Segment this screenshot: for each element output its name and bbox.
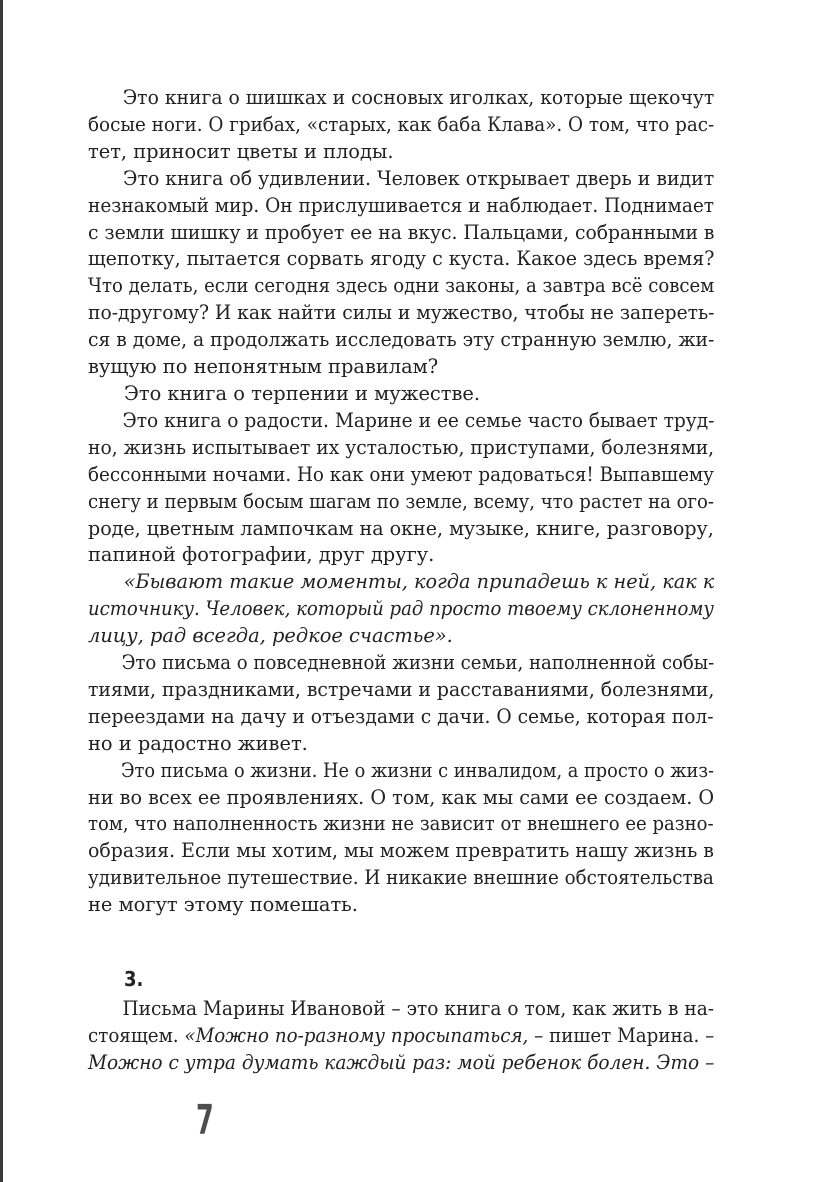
text-line: но и радостно живет. (88, 731, 308, 755)
text-line: но, жизнь испытывает их усталостью, приступами, болезнями, (88, 435, 715, 459)
text-line: Это письма о жизни. Не о жизни с инвалидом, а просто о жиз- (120, 758, 715, 782)
text-line: Это книга об удивлении. Человек открывает дверь и видит (123, 166, 715, 190)
text-line: Что делать, если сегодня здесь одни законы, а завтра всё совсем (88, 274, 715, 298)
text-line: роде, цветным лампочкам на окне, музыке, книге, разговору, (88, 516, 714, 540)
text-line: Письма Марины Ивановой – это книга о том, как жить в на- (122, 997, 715, 1021)
text-line: переездами на дачу и отъездами с дачи. О семье, которая пол- (88, 704, 714, 728)
text-line: по-другому? И как найти силы и мужество, чтобы не запереть- (88, 301, 715, 325)
paragraph (88, 758, 714, 919)
text-line: не могут этому помешать. (88, 893, 358, 917)
paragraph (88, 85, 714, 166)
text-line: щепотку, пытается сорвать ягоду с куста. Какое здесь время? (88, 247, 715, 271)
quote-paragraph (88, 569, 714, 650)
paragraph (88, 408, 714, 569)
text-line: босые ноги. О грибах, «старых, как баба Клава». О том, что рас- (88, 112, 715, 136)
text-line: Это книга о терпении и мужестве. (124, 381, 481, 405)
text-line: папиной фотографии, друг другу. (88, 543, 435, 567)
paragraph (88, 381, 714, 408)
text-run: – пишет Марина. – (528, 1024, 715, 1047)
quote-run: «Можно по-разному просыпаться, (184, 1024, 529, 1047)
text-line: образия. Если мы хотим, мы можем превратить нашу жизнь в (88, 839, 714, 863)
page-body (88, 85, 714, 1077)
book-spine-edge (0, 0, 3, 1182)
text-line: тет, приносит цветы и плоды. (88, 139, 394, 163)
section-heading: 3. (124, 967, 144, 992)
text-line: лицу, рад всегда, редкое счастье». (88, 624, 453, 648)
paragraph (88, 166, 714, 381)
quote-line: Можно с утра думать каждый раз: мой ребенок болен. Это – (88, 1050, 715, 1074)
text-line: удивительное путешествие. И никакие внешние обстоятельства (88, 866, 714, 890)
text-line: вущую по непонятным правилам? (88, 355, 439, 379)
text-line: снегу и первым босым шагам по земле, всему, что растет на ого- (88, 489, 715, 513)
text-line: с земли шишку и пробует ее на вкус. Пальцами, собранными в (88, 220, 715, 244)
paragraph (88, 650, 714, 758)
text-line: Это книга о шишках и сосновых иголках, которые щекочут (122, 86, 715, 109)
text-line: Это письма о повседневной жизни семьи, наполненной собы- (121, 651, 715, 675)
text-line: ни во всех ее проявлениях. О том, как мы сами ее создаем. О (88, 785, 715, 809)
text-line: бессонными ночами. Но как они умеют радоваться! Выпавшему (88, 462, 714, 486)
text-line: том, что наполненность жизни не зависит от внешнего ее разно- (88, 812, 714, 836)
text-line: ся в доме, а продолжать исследовать эту странную землю, жи- (88, 328, 715, 352)
text-line: «Бывают такие моменты, когда припадешь к ней, как к (123, 570, 715, 594)
text-line: источнику. Человек, который рад просто твоему склоненному (88, 597, 714, 621)
text-run: стоящем. (88, 1024, 185, 1047)
page-number: 7 (196, 1096, 214, 1144)
text-line: незнакомый мир. Он прислушивается и наблюдает. Поднимает (88, 193, 715, 217)
text-line (88, 1023, 715, 1050)
text-line: тиями, праздниками, встречами и расставаниями, болезнями, (88, 677, 715, 701)
text-line: Это книга о радости. Марине и ее семье часто бывает труд- (122, 408, 715, 432)
section-paragraph (88, 996, 714, 1077)
